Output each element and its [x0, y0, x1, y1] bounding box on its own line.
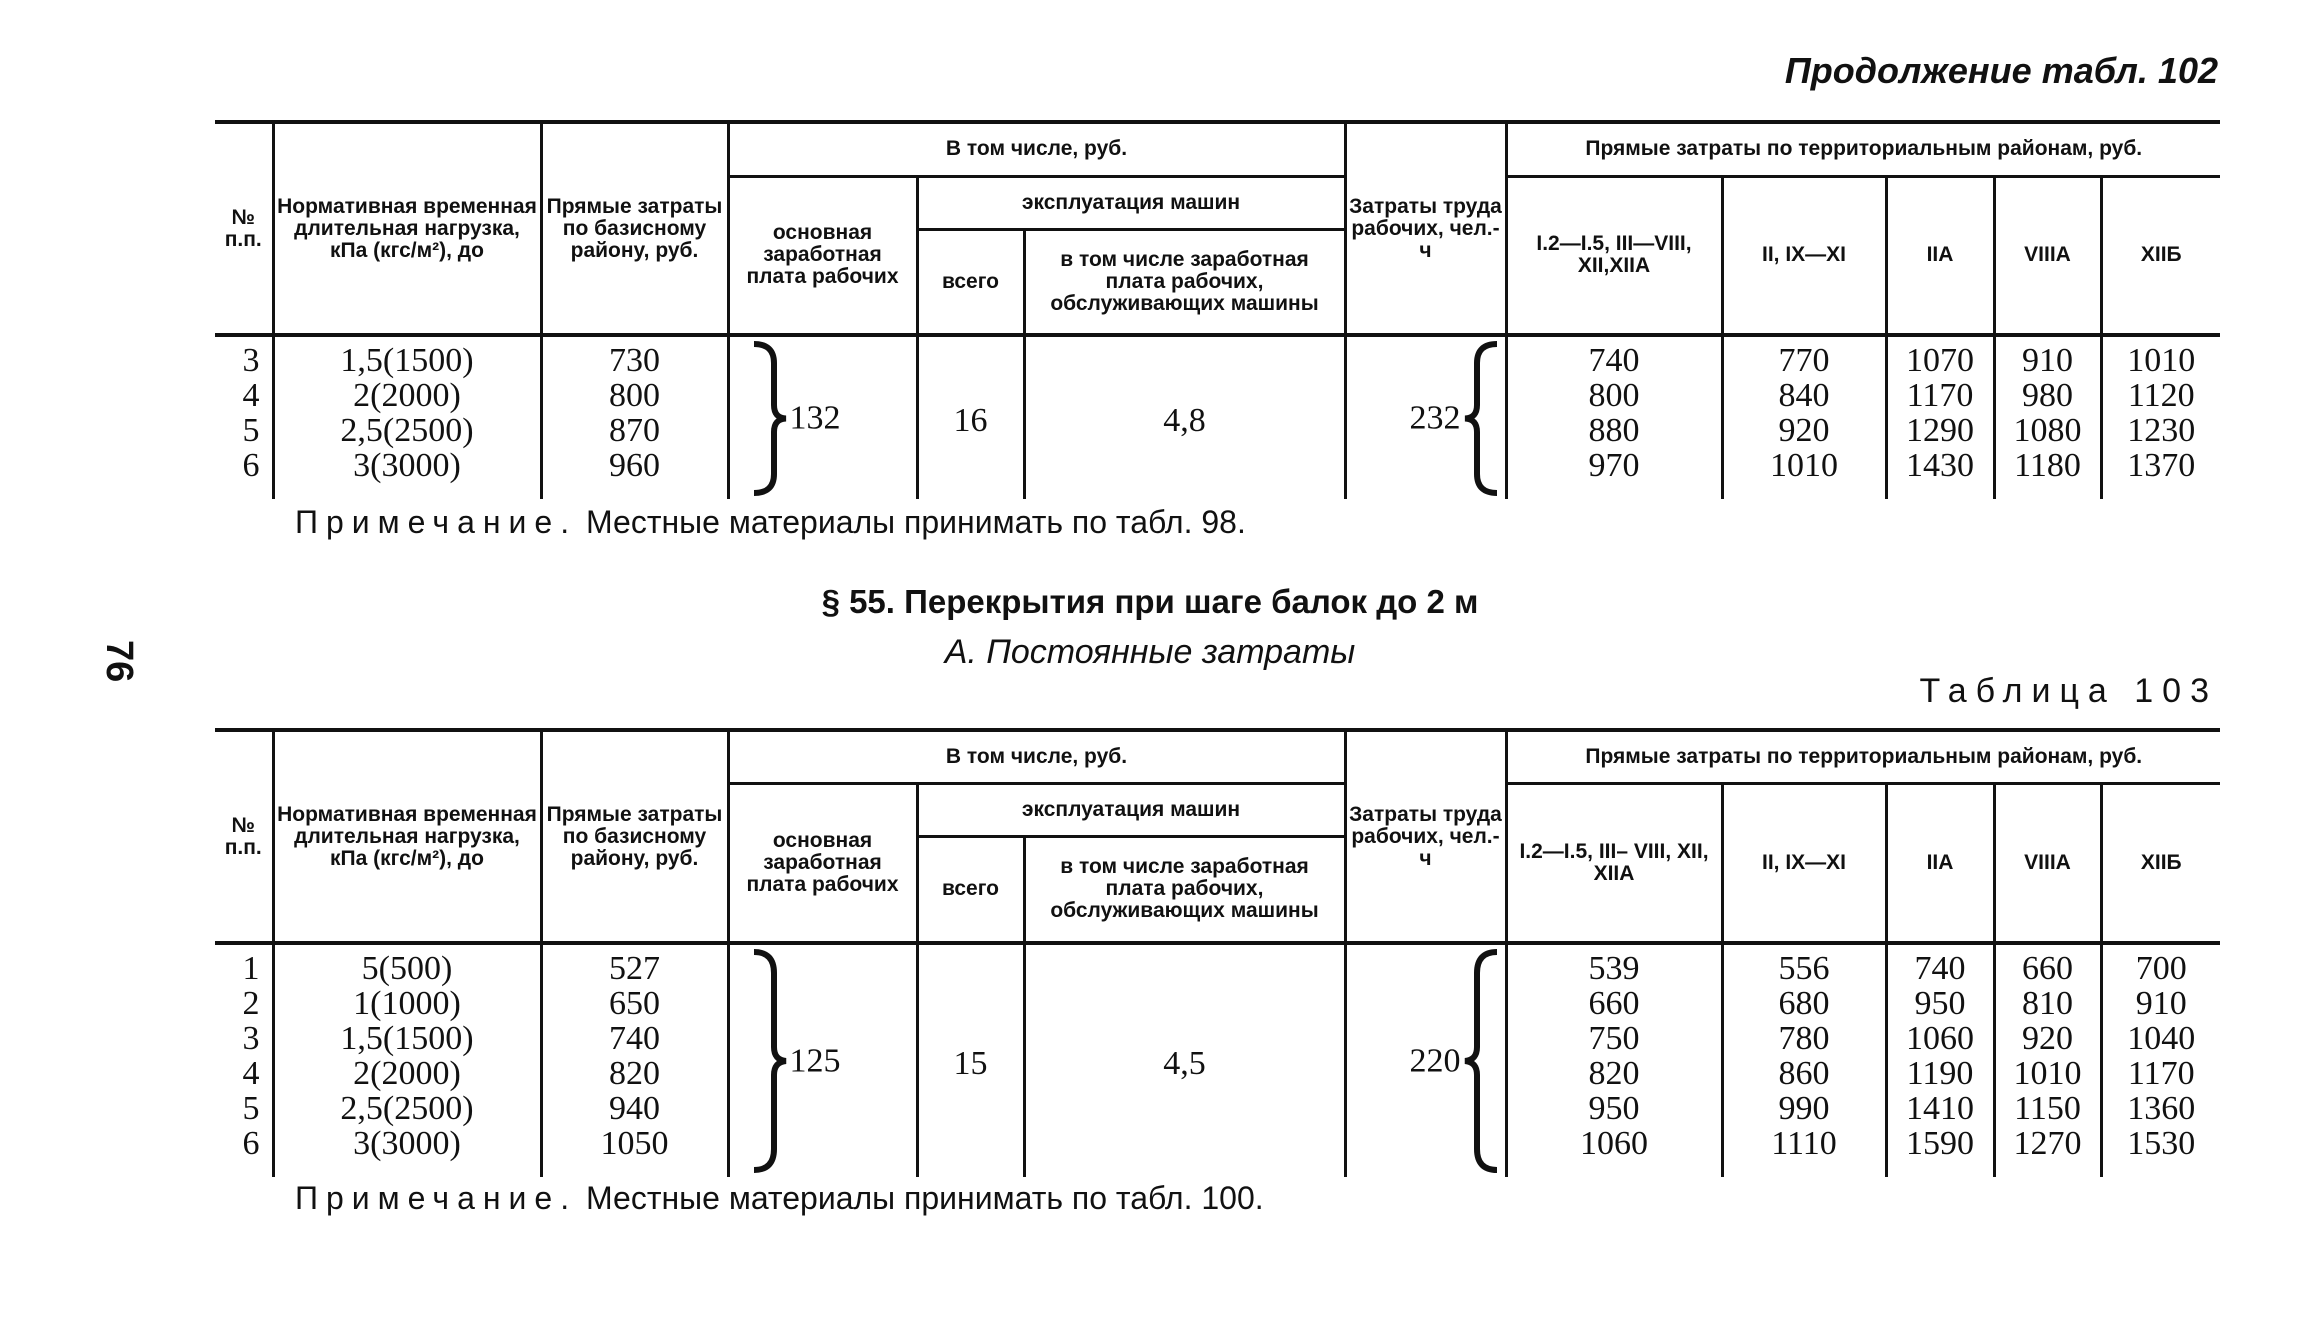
header-region-2: II, IX—XI [1722, 783, 1886, 943]
header-basic-wage: основная заработная плата рабочих [728, 176, 917, 335]
col-region-3: 740 950 1060 1190 1410 1590 [1886, 943, 1994, 1177]
header-machine-wage: в том числе заработная плата рабочих, обслуживающих машины [1024, 229, 1345, 335]
header-direct: Прямые затраты по базисному району, руб. [541, 730, 728, 943]
machine-total-value: 16 [917, 335, 1024, 499]
header-region-1: I.2—I.5, III—VIII, XII,XIIA [1506, 176, 1722, 335]
header-region-3: IIA [1886, 176, 1994, 335]
col-region-1: 740 800 880 970 [1506, 335, 1722, 499]
col-region-2: 770 840 920 1010 [1722, 335, 1886, 499]
col-region-3: 1070 1170 1290 1430 [1886, 335, 1994, 499]
subsection-title: А. Постоянные затраты [944, 633, 1356, 671]
table-103 [215, 728, 2220, 1177]
header-num: № п.п. [215, 730, 273, 943]
table-103-label: Таблица 103 [1919, 672, 2218, 710]
machine-wage-value: 4,8 [1024, 335, 1345, 499]
header-region-3: IIA [1886, 783, 1994, 943]
note-table-102: Примечание. Местные материалы принимать по табл. 98. [295, 504, 1246, 540]
header-machine-total: всего [917, 229, 1024, 335]
header-load: Нормативная временная длительная нагрузка, кПа (кгс/м²), до [273, 730, 541, 943]
col-region-4: 660 810 920 1010 1150 1270 [1994, 943, 2101, 1177]
header-regions: Прямые затраты по территориальным районам, руб. [1506, 122, 2220, 176]
col-basic-wage [728, 943, 917, 1177]
header-machines: эксплуатация машин [917, 176, 1345, 229]
section-title: § 55. Перекрытия при шаге балок до 2 м [821, 583, 1479, 620]
header-basic-wage: основная заработная плата рабочих [728, 783, 917, 943]
header-direct: Прямые затраты по базисному району, руб. [541, 122, 728, 335]
page-number: 76 [98, 640, 140, 683]
header-incl: В том числе, руб. [728, 730, 1345, 783]
header-machine-total: всего [917, 836, 1024, 943]
col-load: 5(500) 1(1000) 1,5(1500) 2(2000) 2,5(2500) 3(3000) [273, 943, 541, 1177]
header-incl: В том числе, руб. [728, 122, 1345, 176]
col-direct: 527 650 740 820 940 1050 [541, 943, 728, 1177]
basic-wage-value: 125 [789, 1042, 841, 1080]
right-brace-icon [750, 949, 790, 1173]
col-region-4: 910 980 1080 1180 [1994, 335, 2101, 499]
basic-wage-value: 132 [789, 399, 841, 437]
col-basic-wage [728, 335, 917, 499]
header-machines: эксплуатация машин [917, 783, 1345, 836]
left-brace-icon [1461, 341, 1501, 496]
labor-value: 220 [1409, 1042, 1461, 1080]
col-region-5: 1010 1120 1230 1370 [2101, 335, 2220, 499]
header-region-2: II, IX—XI [1722, 176, 1886, 335]
header-region-5: XIIБ [2101, 176, 2220, 335]
col-num: 1 2 3 4 5 6 [215, 943, 273, 1177]
col-region-5: 700 910 1040 1170 1360 1530 [2101, 943, 2220, 1177]
col-labor [1345, 943, 1506, 1177]
header-region-5: XIIБ [2101, 783, 2220, 943]
header-region-4: VIIIA [1994, 176, 2101, 335]
col-labor [1345, 335, 1506, 499]
right-brace-icon [750, 341, 790, 496]
col-region-1: 539 660 750 820 950 1060 [1506, 943, 1722, 1177]
labor-value: 232 [1409, 399, 1461, 437]
header-region-1: I.2—I.5, III– VIII, XII, XIIA [1506, 783, 1722, 943]
header-regions: Прямые затраты по территориальным районам, руб. [1506, 730, 2220, 783]
continuation-title: Продолжение табл. 102 [1784, 50, 2218, 91]
left-brace-icon [1461, 949, 1501, 1173]
header-num: № п.п. [215, 122, 273, 335]
col-region-2: 556 680 780 860 990 1110 [1722, 943, 1886, 1177]
table-102-continued [215, 120, 2220, 499]
header-machine-wage: в том числе заработная плата рабочих, обслуживающих машины [1024, 836, 1345, 943]
col-num: 3 4 5 6 [215, 335, 273, 499]
machine-wage-value: 4,5 [1024, 943, 1345, 1177]
machine-total-value: 15 [917, 943, 1024, 1177]
header-region-4: VIIIA [1994, 783, 2101, 943]
header-labor: Затраты труда рабочих, чел.-ч [1345, 122, 1506, 335]
header-load: Нормативная временная длительная нагрузка, кПа (кгс/м²), до [273, 122, 541, 335]
col-load: 1,5(1500) 2(2000) 2,5(2500) 3(3000) [273, 335, 541, 499]
col-direct: 730 800 870 960 [541, 335, 728, 499]
header-labor: Затраты труда рабочих, чел.-ч [1345, 730, 1506, 943]
note-table-103: Примечание. Местные материалы принимать по табл. 100. [295, 1180, 1264, 1216]
